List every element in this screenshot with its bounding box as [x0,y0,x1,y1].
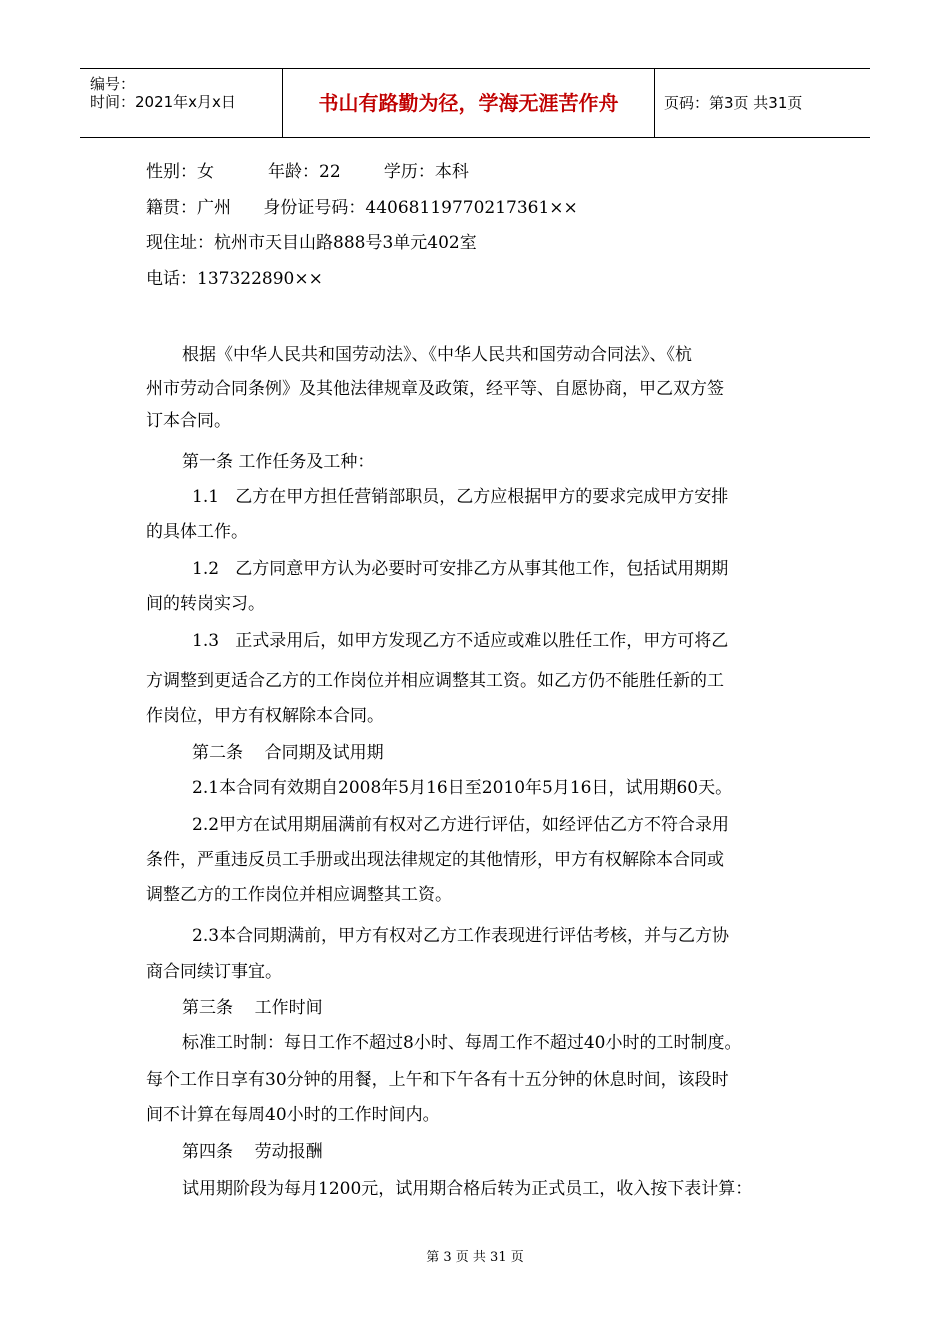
article-3-line-3: 间不计算在每周40小时的工作时间内。 [146,1105,440,1125]
clause-2-3-line-1: 2.3本合同期满前，甲方有权对乙方工作表现进行评估考核，并与乙方协 [192,926,730,946]
clause-2-1: 2.1本合同有效期自2008年5月16日至2010年5月16日，试用期60天。 [192,778,733,798]
clause-2-3-line-2: 商合同续订事宜。 [146,962,282,982]
clause-1-3-line-3: 作岗位，甲方有权解除本合同。 [146,706,384,726]
article-3-line-2: 每个工作日享有30分钟的用餐，上午和下午各有十五分钟的休息时间，该段时 [146,1070,729,1090]
header-meta [80,69,282,137]
page-footer: 第 3 页 共 31 页 [426,1250,524,1265]
clause-1-3-line-1: 1.3 正式录用后，如甲方发现乙方不适应或难以胜任工作，甲方可将乙 [192,631,729,651]
number-label: 编号： [90,75,136,93]
info-origin-id: 籍贯：广州 身份证号码：44068119770217361×× [146,198,578,218]
header-page-info: 页码：第3页 共31页 [664,94,803,112]
article-3-line-1: 标准工时制：每日工作不超过8小时、每周工作不超过40小时的工时制度。 [182,1033,742,1053]
preamble-line-3: 订本合同。 [146,411,231,431]
clause-2-2-line-3: 调整乙方的工作岗位并相应调整其工资。 [146,885,452,905]
preamble-line-1: 根据《中华人民共和国劳动法》、《中华人民共和国劳动合同法》、《杭 [182,345,692,365]
article-4-line-1: 试用期阶段为每月1200元，试用期合格后转为正式员工，收入按下表计算： [182,1179,753,1199]
clause-2-2-line-1: 2.2甲方在试用期届满前有权对乙方进行评估，如经评估乙方不符合录用 [192,815,730,835]
clause-1-3-line-2: 方调整到更适合乙方的工作岗位并相应调整其工资。如乙方仍不能胜任新的工 [146,671,724,691]
article-1-heading: 第一条 工作任务及工种： [182,452,375,472]
time-label: 时间：2021年x月x日 [90,93,236,111]
page-header [80,68,870,138]
preamble-line-2: 州市劳动合同条例》及其他法律规章及政策，经平等、自愿协商，甲乙双方签 [146,379,724,399]
article-4-heading: 第四条 劳动报酬 [182,1142,323,1162]
article-2-heading: 第二条 合同期及试用期 [192,743,384,763]
header-motto: 书山有路勤为径，学海无涯苦作舟 [282,69,655,137]
info-gender-age-education: 性别：女 年龄：22 学历：本科 [146,162,469,182]
clause-2-2-line-2: 条件，严重违反员工手册或出现法律规定的其他情形，甲方有权解除本合同或 [146,850,724,870]
clause-1-1-line-1: 1.1 乙方在甲方担任营销部职员，乙方应根据甲方的要求完成甲方安排 [192,487,729,507]
clause-1-2-line-1: 1.2 乙方同意甲方认为必要时可安排乙方从事其他工作，包括试用期期 [192,559,729,579]
info-phone: 电话：137322890×× [146,269,323,289]
article-3-heading: 第三条 工作时间 [182,998,323,1018]
clause-1-1-line-2: 的具体工作。 [146,522,248,542]
info-address: 现住址：杭州市天目山路888号3单元402室 [146,233,477,253]
clause-1-2-line-2: 间的转岗实习。 [146,594,265,614]
